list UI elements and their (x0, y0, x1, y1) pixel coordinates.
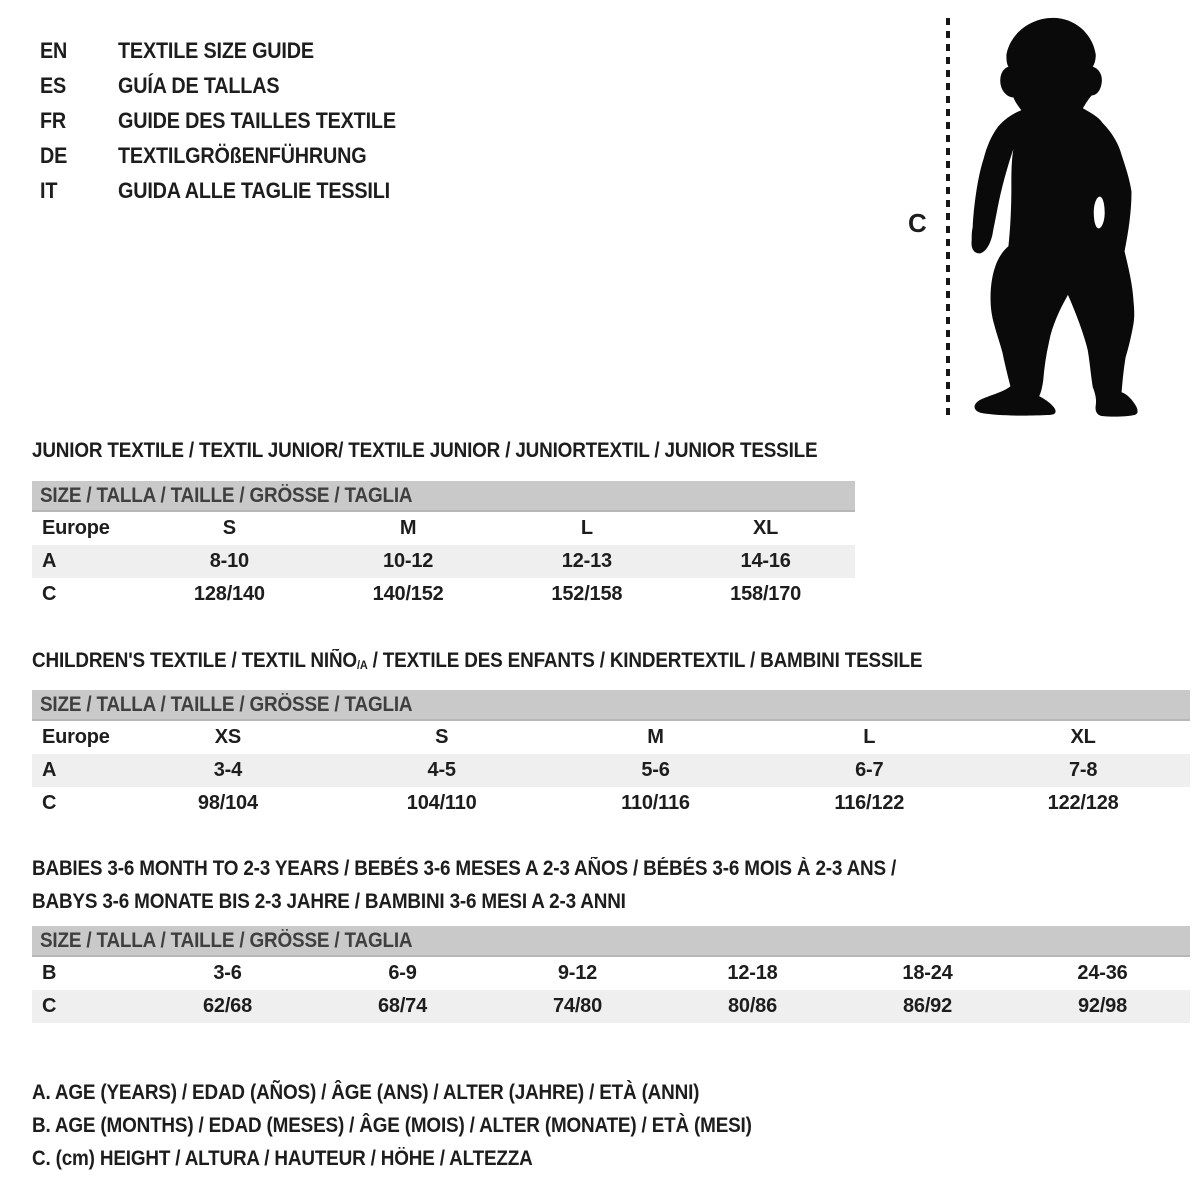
row-label: Europe (42, 517, 110, 539)
row-label: C (42, 995, 57, 1017)
table-cell: 10-12 (383, 550, 434, 572)
section-title-line (32, 644, 922, 682)
notes-list (32, 1076, 832, 1175)
table-row (32, 512, 855, 545)
table-cell: XL (753, 517, 779, 539)
table-cell: 12-18 (727, 962, 778, 984)
note-line: A. AGE (YEARS) / EDAD (AÑOS) / ÂGE (ANS) / ALTER (JAHRE) / ETÀ (ANNI) (32, 1081, 700, 1104)
table-cell: 6-7 (855, 759, 884, 781)
language-code: EN (40, 38, 68, 63)
note-line: C. (cm) HEIGHT / ALTURA / HAUTEUR / HÖHE / ALTEZZA (32, 1147, 533, 1170)
table-cell: 7-8 (1068, 759, 1098, 781)
section-title (32, 644, 1021, 682)
row-label: A (42, 550, 57, 572)
table-cell: 122/128 (1047, 792, 1119, 814)
table-cell: 6-9 (388, 962, 417, 984)
table-cell: L (580, 517, 593, 539)
table-cell: 98/104 (197, 792, 258, 814)
table-size-header-text: SIZE / TALLA / TAILLE / GRÖSSE / TAGLIA (40, 929, 413, 952)
section-title-line (32, 885, 626, 918)
size-table (32, 690, 1190, 820)
language-title: TEXTILE SIZE GUIDE (118, 38, 314, 63)
row-label: Europe (42, 726, 110, 748)
table-cell: 140/152 (372, 583, 444, 605)
table-cell: 80/86 (727, 995, 778, 1017)
size-table (32, 481, 855, 611)
section-title-text: JUNIOR TEXTILE / TEXTIL JUNIOR/ TEXTILE JUNIOR / JUNIORTEXTIL / JUNIOR TESSILE (32, 439, 818, 462)
size-table (32, 926, 1190, 1023)
table-size-header-text: SIZE / TALLA / TAILLE / GRÖSSE / TAGLIA (40, 693, 413, 716)
table-size-header (32, 926, 1190, 957)
table-cell: S (222, 517, 236, 539)
table-row (32, 545, 855, 578)
table-cell: 104/110 (406, 792, 477, 814)
language-code: ES (40, 73, 67, 98)
table-cell: XS (214, 726, 242, 748)
toddler-silhouette-image (953, 8, 1173, 420)
row-label: C (42, 792, 57, 814)
language-code: DE (40, 143, 68, 168)
section-title-text: BABIES 3-6 MONTH TO 2-3 YEARS / BEBÉS 3-6 MESES A 2-3 AÑOS / BÉBÉS 3-6 MOIS À 2-3 ANS / (32, 857, 897, 880)
table-cell: 68/74 (377, 995, 428, 1017)
table-cell: XL (1070, 726, 1096, 748)
table-cell: 12-13 (561, 550, 612, 572)
section-title-line (32, 434, 817, 467)
language-list (40, 38, 660, 213)
table-cell: 110/116 (621, 792, 690, 814)
language-code: IT (40, 178, 58, 203)
table-row (32, 990, 1190, 1023)
language-title: GUIDE DES TAILLES TEXTILE (118, 108, 396, 133)
section-title-line (32, 852, 896, 885)
table-cell: S (435, 726, 449, 748)
table-cell: 9-12 (557, 962, 598, 984)
table-cell: 8-10 (209, 550, 249, 572)
table-size-header (32, 481, 855, 512)
table-cell: 116/122 (834, 792, 905, 814)
table-cell: 14-16 (740, 550, 791, 572)
table-cell: 74/80 (552, 995, 603, 1017)
section-title-text: BABYS 3-6 MONATE BIS 2-3 JAHRE / BAMBINI 3-6 MESI A 2-3 ANNI (32, 890, 626, 913)
language-title: GUIDA ALLE TAGLIE TESSILI (118, 178, 390, 203)
section-title-text: CHILDREN'S TEXTILE / TEXTIL NIÑO (32, 649, 357, 672)
note-line: B. AGE (MONTHS) / EDAD (MESES) / ÂGE (MOIS) / ALTER (MONATE) / ETÀ (MESI) (32, 1114, 752, 1137)
table-cell: M (647, 726, 664, 748)
language-title: TEXTILGRÖßENFÜHRUNG (118, 143, 367, 168)
table-cell: 3-6 (213, 962, 242, 984)
table-size-header (32, 690, 1190, 721)
table-row (32, 957, 1190, 990)
table-row (32, 578, 855, 611)
table-row (32, 721, 1190, 754)
table-row (32, 754, 1190, 787)
row-label: B (42, 962, 57, 984)
table-cell: 92/98 (1077, 995, 1128, 1017)
height-label-c: C (908, 208, 927, 238)
table-cell: 3-4 (213, 759, 243, 781)
height-measure-dashed-line (946, 18, 950, 418)
language-row (40, 38, 660, 73)
table-cell: 86/92 (902, 995, 953, 1017)
section-title (32, 852, 1190, 918)
language-title: GUÍA DE TALLAS (118, 73, 280, 98)
section-title (32, 434, 905, 467)
language-row (40, 178, 660, 213)
table-cell: M (399, 517, 417, 539)
table-cell: 4-5 (427, 759, 456, 781)
language-row (40, 143, 660, 178)
language-row (40, 108, 660, 143)
row-label: C (42, 583, 57, 605)
section-title-text: /A (356, 658, 368, 673)
table-cell: L (863, 726, 876, 748)
language-row (40, 73, 660, 108)
table-cell: 62/68 (202, 995, 253, 1017)
section-title-text: / TEXTILE DES ENFANTS / KINDERTEXTIL / BAMBINI TESSILE (367, 649, 923, 672)
table-row (32, 787, 1190, 820)
table-cell: 158/170 (730, 583, 802, 605)
table-cell: 24-36 (1077, 962, 1128, 984)
table-cell: 152/158 (551, 583, 623, 605)
table-size-header-text: SIZE / TALLA / TAILLE / GRÖSSE / TAGLIA (40, 484, 413, 507)
table-cell: 5-6 (641, 759, 670, 781)
language-code: FR (40, 108, 67, 133)
table-cell: 128/140 (193, 583, 265, 605)
table-cell: 18-24 (902, 962, 953, 984)
row-label: A (42, 759, 57, 781)
